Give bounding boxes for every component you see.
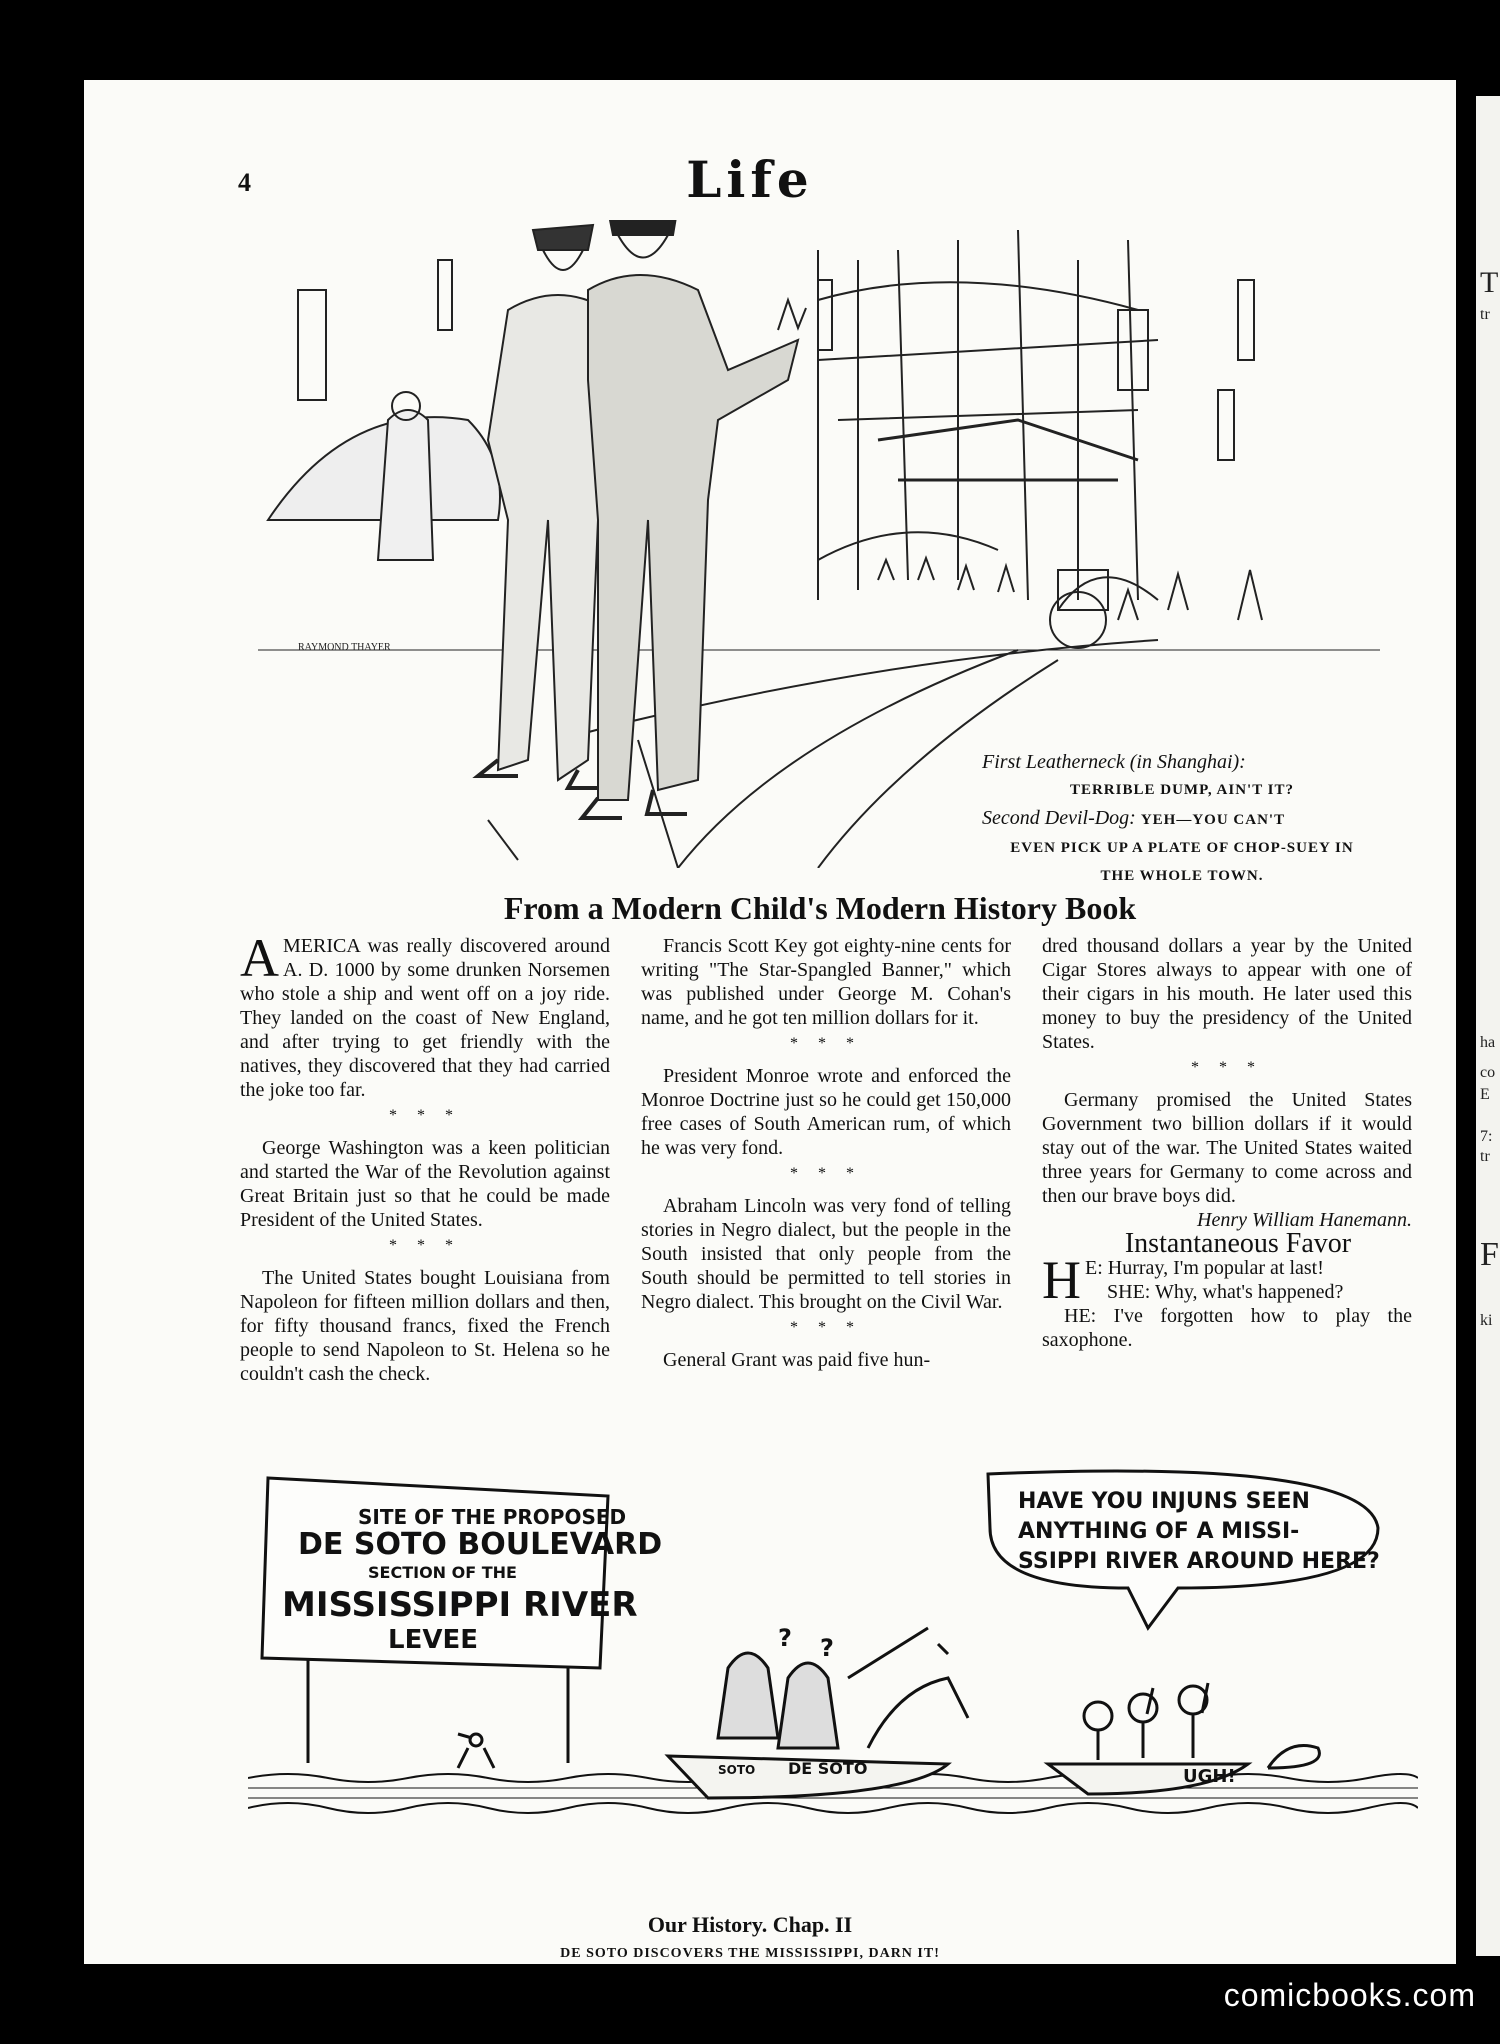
caption-line1: TERRIBLE DUMP, AIN'T IT?: [1069, 782, 1295, 798]
adjacent-page-fragment: ki: [1480, 1312, 1493, 1329]
sign-line3: SECTION OF THE: [368, 1563, 517, 1582]
separator: * * *: [389, 1237, 461, 1254]
adjacent-page-fragment: ha: [1480, 1034, 1496, 1051]
adjacent-page-fragment: tr: [1480, 1148, 1490, 1165]
joke-line: E: Hurray, I'm popular at last!: [1085, 1257, 1324, 1279]
article-column-2: [641, 934, 1011, 1372]
adjacent-page-fragment: T: [1480, 266, 1499, 299]
paragraph: Francis Scott Key got eighty-nine cents for writing "The Star-Spangled Banner," which was published under George M. Cohan's name, and he got ten million dollars for it.: [641, 935, 1011, 1029]
adjacent-page-fragment: co: [1480, 1064, 1496, 1081]
sign-line5: LEVEE: [388, 1625, 478, 1655]
paragraph: Germany promised the United States Government two billion dollars if it would stay out of the war. The United States waited three years for Germany to come across and then our brave boys did.: [1042, 1089, 1412, 1207]
cartoon2-subtitle: DE SOTO DISCOVERS THE MISSISSIPPI, DARN IT!: [560, 1946, 940, 1961]
site-watermark: comicbooks.com: [1223, 1977, 1476, 2013]
paragraph: Abraham Lincoln was very fond of telling stories in Negro dialect, but the people in the South insisted that only people from the South should be permitted to tell stories in Negro dialect. This brought on the Civil War.: [641, 1195, 1011, 1313]
paragraph: George Washington was a keen politician and started the War of the Revolution against Great Britain just so that he could be made President of the United States.: [240, 1137, 610, 1231]
question-mark: ?: [820, 1634, 834, 1662]
sign-line1: SITE OF THE PROPOSED: [358, 1505, 627, 1529]
separator: * * *: [790, 1165, 862, 1182]
cartoon2-caption: [0, 1912, 1500, 1962]
separator: * * *: [790, 1319, 862, 1336]
paragraph: dred thousand dollars a year by the United Cigar Stores always to appear with one of their cigars in his mouth. He later used this money to buy the presidency of the United States.: [1042, 935, 1412, 1053]
adjacent-page-fragment: tr: [1480, 306, 1490, 323]
separator: * * *: [1191, 1059, 1263, 1076]
author-byline: Henry William Hanemann.: [1197, 1209, 1412, 1231]
article-column-1: [240, 928, 610, 1386]
cartoon2-title: Our History. Chap. II: [647, 1912, 853, 1937]
bubble-line2: ANYTHING OF A MISSI-: [1018, 1519, 1300, 1544]
adjacent-page-edge: [1476, 96, 1500, 1956]
joke-line: HE: I've forgotten how to play the saxophone.: [1042, 1305, 1412, 1351]
page-number: 4: [238, 168, 251, 197]
boat-label-small: SOTO: [718, 1763, 756, 1777]
canoe-label: UGH!: [1183, 1766, 1236, 1787]
sign-line4: MISSISSIPPI RIVER: [282, 1585, 638, 1625]
artist-signature: RAYMOND THAYER: [298, 642, 391, 653]
caption-speaker1: First Leatherneck (in Shanghai):: [982, 751, 1246, 773]
paragraph: General Grant was paid five hun-: [663, 1349, 931, 1371]
article-headline: From a Modern Child's Modern History Book: [503, 890, 1137, 926]
bubble-line1: HAVE YOU INJUNS SEEN: [1018, 1489, 1310, 1514]
bubble-line3: SSIPPI RIVER AROUND HERE?: [1018, 1549, 1380, 1574]
paragraph: The United States bought Louisiana from Napoleon for fifteen million dollars and then, for fifty thousand francs, fixed the French people to send Napoleon to St. Helena so he couldn't cash the check.: [240, 1267, 610, 1385]
boat-label: DE SOTO: [788, 1759, 868, 1778]
de-soto-cartoon: [248, 1468, 1418, 1908]
joke-title: Instantaneous Favor: [1124, 1228, 1352, 1259]
joke-line: SHE: Why, what's happened?: [1107, 1281, 1344, 1303]
separator: * * *: [790, 1035, 862, 1052]
adjacent-page-fragment: E: [1480, 1086, 1490, 1103]
article-column-3: [1042, 934, 1412, 1352]
separator: * * *: [389, 1107, 461, 1124]
caption-line2b: EVEN PICK UP A PLATE OF CHOP-SUEY IN: [1010, 840, 1354, 856]
caption-line2a: YEH—YOU CAN'T: [1140, 812, 1286, 828]
paragraph: President Monroe wrote and enforced the Monroe Doctrine just so he could get 150,000 free cases of South American rum, of which he was very fond.: [641, 1065, 1011, 1159]
sign-line2: DE SOTO BOULEVARD: [298, 1527, 663, 1562]
caption-line2c: THE WHOLE TOWN.: [1100, 868, 1264, 884]
caption-speaker2: Second Devil-Dog:: [982, 807, 1136, 829]
question-mark: ?: [778, 1624, 792, 1652]
adjacent-page-fragment: F: [1480, 1236, 1499, 1273]
cartoon1-caption: [982, 748, 1382, 890]
paragraph: MERICA was really discovered around A. D. 1000 by some drunken Norsemen who stole a ship and went off on a joy ride. They landed on the coast of New England, and after trying to get friendly with the natives, they discovered that they had carried the joke too far.: [240, 935, 610, 1101]
masthead: Life: [686, 150, 814, 209]
adjacent-page-fragment: 7:: [1480, 1128, 1493, 1145]
dropcap: A: [240, 928, 279, 988]
dropcap: H: [1042, 1250, 1081, 1310]
